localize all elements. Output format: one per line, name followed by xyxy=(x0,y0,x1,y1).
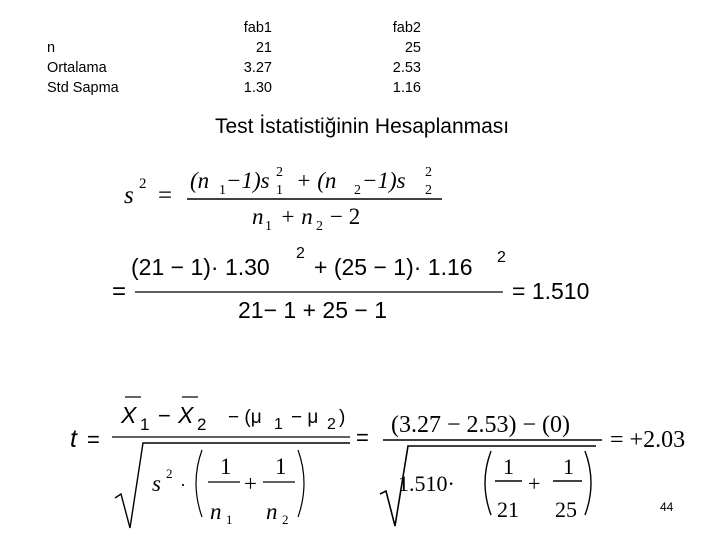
t-den-dot: · xyxy=(180,475,186,495)
cell-fab2-std: 1.16 xyxy=(392,80,421,96)
pv-s1-exp: 2 xyxy=(276,165,283,180)
cell-fab1-mean: 3.27 xyxy=(243,60,272,76)
cell-fab2-n: 25 xyxy=(404,40,421,56)
t-den-n2-sub: 2 xyxy=(282,512,289,527)
pv-lhs-exp: 2 xyxy=(139,176,147,192)
t-num2: (3.27 − 2.53) − (0) xyxy=(391,412,571,438)
numeric-substitution-formula xyxy=(112,245,589,323)
t-mu-diff: − (μ xyxy=(228,407,262,428)
pv-s2-sub: 2 xyxy=(425,183,432,198)
pooled-variance-formula xyxy=(124,165,442,234)
column-header-fab2: fab2 xyxy=(392,20,421,36)
ns-exp2: 2 xyxy=(497,249,506,266)
pv-minus-one-s2: −1)s xyxy=(362,168,406,193)
ns-denominator: 21− 1 + 25 − 1 xyxy=(238,297,387,323)
row-label-n: n xyxy=(47,40,56,56)
t-symbol: t xyxy=(70,425,77,453)
t-den-n2: n xyxy=(266,499,278,524)
t-equals: = xyxy=(87,427,100,452)
left-open-paren xyxy=(196,450,202,517)
t-statistic-formula xyxy=(70,397,685,528)
pv-den-minus-two: − 2 xyxy=(330,204,361,229)
pv-den-n2-sub: 2 xyxy=(316,219,323,234)
pv-s1-sub: 1 xyxy=(276,183,283,198)
pv-n1-sub: 1 xyxy=(219,183,226,198)
t-x1: X xyxy=(121,402,137,428)
right-close-paren xyxy=(585,451,591,515)
pv-n1-group: (n xyxy=(190,168,210,193)
ns-exp1: 2 xyxy=(296,245,305,262)
pv-den-n1-sub: 1 xyxy=(265,219,272,234)
t-den2-plus: + xyxy=(528,471,541,496)
pv-den-plus-n2: + n xyxy=(280,204,313,229)
t-den-n1-sub: 1 xyxy=(226,512,233,527)
page-title: Test İstatistiğinin Hesaplanması xyxy=(215,115,510,138)
left-close-paren xyxy=(298,450,304,517)
t-x1-sub: 1 xyxy=(140,415,150,434)
t-result: = +2.03 xyxy=(610,427,686,453)
pv-s2-exp: 2 xyxy=(425,165,432,180)
page-number: 44 xyxy=(660,500,674,514)
right-open-paren xyxy=(485,451,491,515)
t-den2-25: 25 xyxy=(555,497,577,522)
pv-equals: = xyxy=(158,182,173,209)
pv-n2-sub: 2 xyxy=(354,183,361,198)
cell-fab1-std: 1.30 xyxy=(243,80,272,96)
ns-num-part2: + (25 − 1)· 1.16 xyxy=(314,254,473,280)
t-den-plus: + xyxy=(244,471,257,496)
row-label-std: Std Sapma xyxy=(47,80,119,96)
t-den-one-b: 1 xyxy=(275,454,287,479)
ns-result: = 1.510 xyxy=(512,278,590,304)
ns-num-part1: (21 − 1)· 1.30 xyxy=(131,254,270,280)
t-minus: − xyxy=(158,403,171,428)
pv-lhs: s xyxy=(124,182,134,209)
t-den2-21: 21 xyxy=(497,497,519,522)
t-den2-val: 1.510· xyxy=(398,471,455,496)
ns-equals: = xyxy=(112,278,127,305)
t-mu-close: ) xyxy=(339,407,346,428)
t-x2: X xyxy=(178,402,194,428)
cell-fab2-mean: 2.53 xyxy=(392,60,421,76)
cell-fab1-n: 21 xyxy=(255,40,272,56)
t-mu-minus: − μ xyxy=(291,407,319,428)
t-den-one-a: 1 xyxy=(220,454,232,479)
t-den2-one-a: 1 xyxy=(503,454,514,479)
t-den-s-exp: 2 xyxy=(166,466,173,481)
pv-plus-n2: + (n xyxy=(296,168,337,193)
t-den-n1: n xyxy=(210,499,222,524)
t-mu2-sub: 2 xyxy=(327,416,336,433)
t-mu1-sub: 1 xyxy=(274,416,283,433)
pv-den-n1: n xyxy=(252,204,264,229)
t-den-s: s xyxy=(152,471,161,496)
column-header-fab1: fab1 xyxy=(243,20,272,36)
pv-minus-one-s: −1)s xyxy=(226,168,270,193)
t-equals-2: = xyxy=(356,425,369,450)
t-x2-sub: 2 xyxy=(197,415,207,434)
left-radical-sign xyxy=(115,443,350,528)
row-label-mean: Ortalama xyxy=(47,60,107,76)
t-den2-one-b: 1 xyxy=(563,454,574,479)
